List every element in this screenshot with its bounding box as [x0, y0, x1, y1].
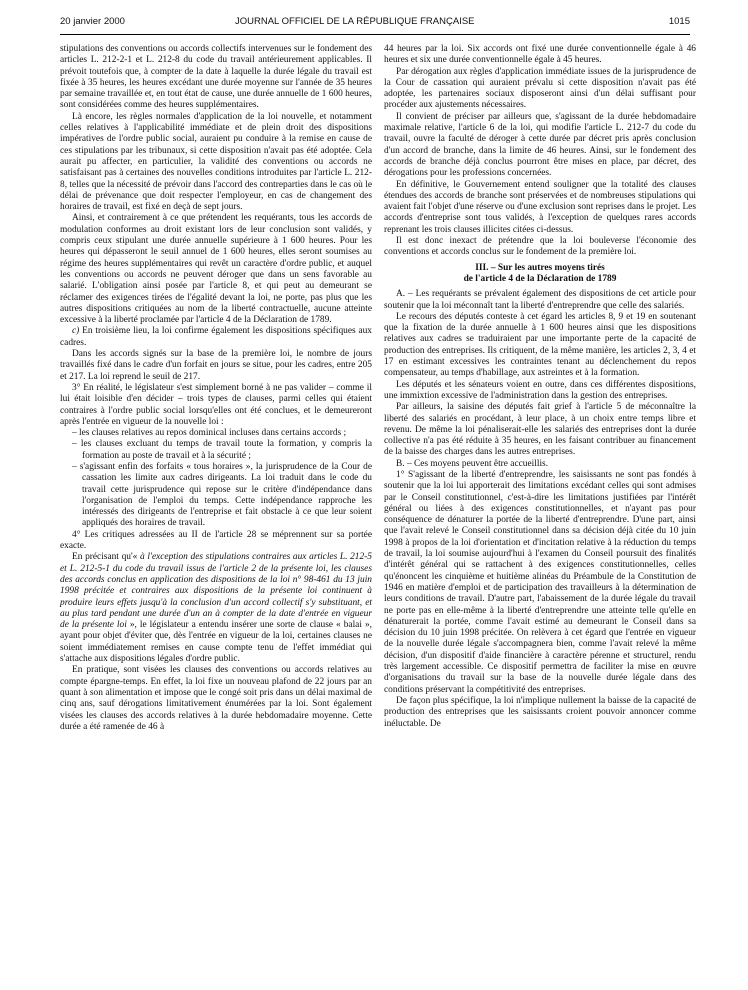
left-column — [60, 44, 372, 733]
paragraph — [60, 552, 372, 665]
paragraph: Il est donc inexact de prétendre que la loi bouleverse l'économie des conventions et accords conclus sur le fondement de la première loi. — [384, 236, 696, 258]
paragraph: B. – Ces moyens peuvent être accueillis. — [396, 458, 549, 469]
paragraph: 44 heures par la loi. Six accords ont fixé une durée conventionnelle égale à 46 heures et six une durée conventionnelle égale à 45 heures. — [384, 44, 696, 66]
page-header — [60, 8, 690, 35]
paragraph: Dans les accords signés sur la base de la première loi, le nombre de jours travaillés fixé dans le cadre d'un forfait en jours se situe, pour les cadres, entre 205 et 217. La loi reprend le seuil de 217. — [60, 349, 372, 382]
list-marker: c) — [72, 326, 80, 337]
paragraph: En définitive, le Gouvernement entend souligner que la totalité des clauses étendues des accords de branche sont préservées et de nombreuses stipulations qui avaient fait l'objet d'une réserve ou d'une exclusion sont reprises dans le projet. Les accords d'entreprise sont tous validés, à l'exception de quelques rares accords reprenant les trois clauses illicites citées ci-dessus. — [384, 179, 696, 235]
paragraph-text: », le législateur a entendu insérer une sorte de clause « balai », ayant pour objet d'éviter que, dès l'entrée en vigueur de la loi, certaines clauses ne soient immédiatement remises en cause compte tenu de l'effet immédiat qui s'attache aux dispositions légales d'ordre public. — [60, 620, 372, 665]
list-item: – les clauses excluant du temps de travail toute la formation, y compris la formation au poste de travail et à la sécurité ; — [72, 439, 372, 461]
list-item: – les clauses relatives au repos dominical incluses dans certains accords ; — [72, 428, 347, 439]
section-heading: III. – Sur les autres moyens tirés — [475, 262, 605, 273]
paragraph: 3° En réalité, le législateur s'est simplement borné à ne pas valider – comme il lui était loisible d'en décider – trois types de clauses, parmi celles qui étaient contraires à l'ordre public social lorsqu'elles ont été conclues, et le demeureront après l'entrée en vigueur de la nouvelle loi : — [60, 382, 372, 427]
paragraph: De façon plus spécifique, la loi n'implique nullement la baisse de la capacité de production des entreprises que les saisissants croient pouvoir annoncer comme inéluctable. De — [384, 695, 696, 729]
paragraph — [60, 326, 372, 349]
right-column — [384, 44, 696, 730]
paragraph: 4° Les critiques adressées au II de l'article 28 se méprennent sur sa portée exacte. — [60, 529, 372, 552]
header-page-number: 1015 — [668, 16, 690, 27]
header-title: JOURNAL OFFICIEL DE LA RÉPUBLIQUE FRANÇAISE — [235, 16, 475, 27]
paragraph: Ainsi, et contrairement à ce que prétendent les requérants, tous les accords de modulation conformes au droit existant lors de leur conclusion sont validés, y compris ceux stipulant une durée annuelle supérieure à 1 600 heures. Pour les heures qui dépasseront le seuil annuel de 1 600 heures, elles seront soumises au régime des heures supplémentaires qui revêt un caractère d'ordre public, et auquel les conventions ou accords ne peuvent déroger que dans un sens favorable au salarié. L'obligation ainsi posée par l'article 8, et qui peut au demeurant se réclamer des exigences tirées de l'égalité devant la loi, ne porte, pas plus que les autres dispositions critiquées au nom de la liberté contractuelle, aucune atteinte excessive à la liberté proclamée par l'article 4 de la Déclaration de 1789. — [60, 213, 372, 326]
paragraph: Le recours des députés conteste à cet égard les articles 8, 9 et 19 en soutenant que la fixation de la durée annuelle à 1 600 heures ainsi que les dispositions relatives aux cadres se traduiraient par une importante perte de la capacité de production des entreprises. Ils critiquent, de la même manière, les articles 2, 3, 4 et 17 en estimant excessives les contraintes tenant au déclenchement du repos compensateur, au temps d'habillage, aux astreintes et à la formation. — [384, 311, 696, 379]
paragraph: 1° S'agissant de la liberté d'entreprendre, les saisissants ne sont pas fondés à soutenir que la loi lui apporterait des limitations excédant celles qui sont admises par le Conseil constitutionnel, c'est-à-dire les limitations justifiées par l'intérêt général ou liées à des exigences constitutionnelles, et n'ayant pas pour conséquence de dénaturer la portée de la liberté d'entreprendre. D'une part, ainsi que l'avait relevé le Conseil constitutionnel dans sa décision déjà citée du 10 juin 1998 à propos de la loi d'orientation et d'incitation relative à la réduction du temps de travail, la loi soumise aujourd'hui à l'examen du Conseil poursuit des finalités d'intérêt général qui se rattachent à des exigences constitutionnelles, celles qu'énoncent les cinquième et huitième alinéas du Préambule de la Constitution de 1946 en matière d'emploi et de participation des travailleurs à la détermination de leurs conditions de travail. D'autre part, l'abaissement de la durée légale du travail ne porte pas en elle-même à la liberté d'entreprendre une atteinte telle qu'elle en dénaturerait la portée, comme l'avait estimé au demeurant le Conseil dans sa décision du 10 juin 1998 précitée. On relèvera à cet égard que l'entrée en vigueur de la nouvelle durée légale s'accompagnera bien, comme l'avait relevé la même décision, d'un dispositif d'aide financière à caractère pérenne et structurel, rendu très largement accessible. Ce dispositif permettra de faciliter la mise en œuvre d'organisations du travail sur la base de la nouvelle durée légale dans des conditions préservant la compétitivité des entreprises. — [384, 469, 696, 695]
list-item: – s'agissant enfin des forfaits « tous horaires », la jurisprudence de la Cour de cassation les limite aux cadres dirigeants. La loi traduit dans le code du travail cette jurisprudence qui repose sur le critère d'indépendance dans l'organisation de l'emploi du temps. Cette indépendance rapproche les intéressés des dirigeants de l'entreprise et fait obstacle à ce que leur soient appliqués des horaires de travail. — [72, 461, 372, 529]
paragraph: Les députés et les sénateurs voient en outre, dans ces différentes dispositions, une immixtion excessive de l'administration dans la gestion des entreprises. — [384, 379, 696, 401]
paragraph: En pratique, sont visées les clauses des conventions ou accords relatives au compte épargne-temps. En effet, la loi fixe un nouveau plafond de 22 jours par an quant à son alimentation et impose que le congé soit pris dans un délai maximal de cinq ans, sauf dérogations limitativement énumérées par la loi. Sont également visées les clauses des accords relatives à la durée hebdomadaire moyenne. Cette durée a été ramenée de 46 à — [60, 665, 372, 732]
section-heading-line-2: de l'article 4 de la Déclaration de 1789 — [463, 273, 617, 284]
paragraph-text: En troisième lieu, la loi confirme également les dispositions spécifiques aux cadres. — [60, 326, 372, 348]
paragraph: A. – Les requérants se prévalent également des dispositions de cet article pour soutenir que la loi méconnaît tant la liberté d'entreprendre que celle des salariés. — [384, 289, 696, 311]
paragraph: Par dérogation aux règles d'application immédiate issues de la jurisprudence de la Cour de cassation qui auraient prévalu si cette disposition n'avait pas été adoptée, les partenaires sociaux disposeront ainsi d'un délai suffisant pour procéder aux ajustements nécessaires. — [384, 66, 696, 111]
header-date: 20 janvier 2000 — [60, 16, 125, 27]
quoted-law-text: à l'exception des stipulations contraires aux articles L. 212-5 et L. 212-5-1 du code du travail issus de l'article 2 de la présente loi, les clauses des accords conclus en application des dispositions de la loi n° 98-461 du 13 juin 1998 précitée et contraires aux dispositions de la présente loi continuent à produire leurs effets jusqu'à la conclusion d'un accord collectif s'y substituant, et au plus tard pendant une durée d'un an à compter de la date d'entrée en vigueur de la présente loi — [60, 552, 372, 631]
paragraph: Il convient de préciser par ailleurs que, s'agissant de la durée hebdomadaire maximale relative, l'article 6 de la loi, qui modifie l'article L. 212-7 du code du travail, ouvre la faculté de déroger à cette durée par décret pris après conclusion d'un accord de branche, dans la limite de 46 heures. Ainsi, sur le fondement des accords de branche déjà conclus pourront être mises en place, par décret, des dérogations pour les professions concernées. — [384, 111, 696, 179]
paragraph: stipulations des conventions ou accords collectifs intervenues sur le fondement des articles L. 212-2-1 et L. 212-8 du code du travail antérieurement applicables. Il prévoit toutefois que, à compter de la date à laquelle la durée légale du travail est fixée à 35 heures, les heures excédant une durée moyenne sur l'année de 35 heures par semaine travaillée et, en tout état de cause, une durée annuelle de 1 600 heures, sont considérées comme des heures supplémentaires. — [60, 44, 372, 111]
paragraph-text: En précisant qu'« — [72, 552, 140, 563]
paragraph: Par ailleurs, la saisine des députés fait grief à l'article 5 de méconnaître la liberté des salariés en procédant, à leur place, à un choix entre temps libre et revenu. De même la loi pénaliserait-elle les salariés des entreprises dont la durée collective n'a pas été réduite à 35 heures, en les faisant contribuer au financement de la baisse des charges dans les autres entreprises. — [384, 402, 696, 458]
paragraph: Là encore, les règles normales d'application de la loi nouvelle, et notamment celles relatives à l'applicabilité immédiate et de plein droit des dispositions impératives de l'ordre public social, auraient pu conduire à la remise en cause de ces stipulations par les tribunaux, si cette disposition n'avait pas été adoptée. Cela aurait pu affecter, en particulier, la validité des conventions ou accords ne satisfaisant pas à certaines des nouvelles conditions introduites par l'article L. 212-8, telles que la nécessité de prévoir dans l'accord des contreparties dans le cas où le délai de prévenance que doit respecter l'employeur, en cas de changement des horaires de travail, est fixé en deçà de sept jours. — [60, 111, 372, 213]
